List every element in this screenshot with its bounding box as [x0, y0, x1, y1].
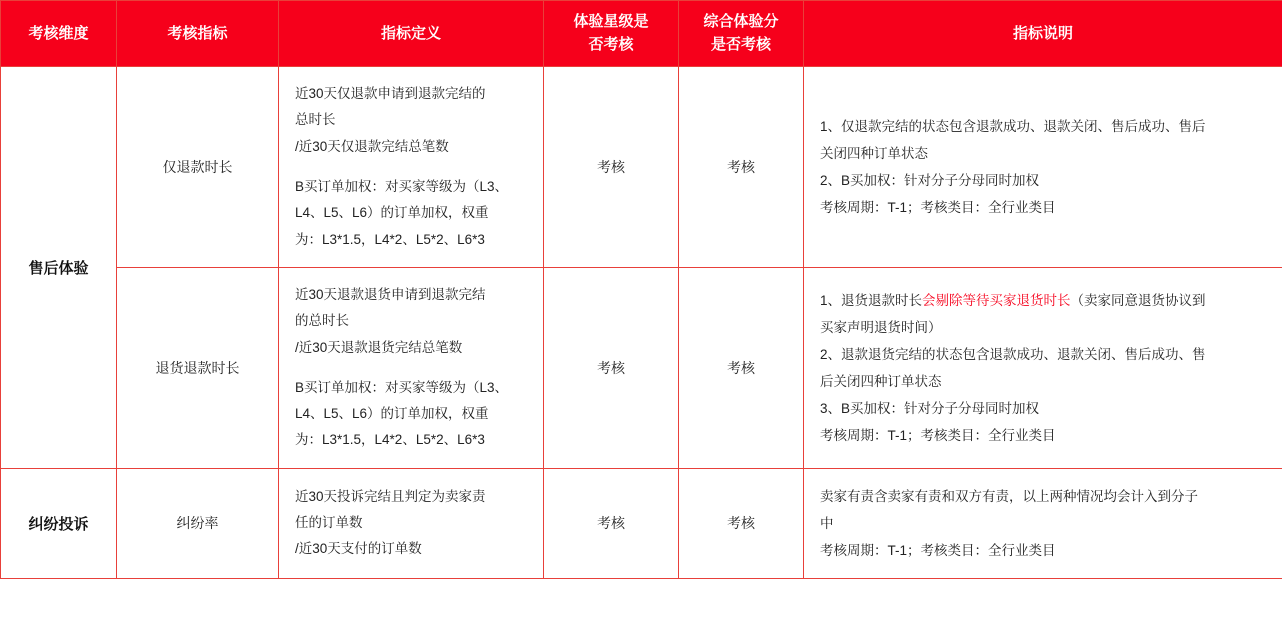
definition-spacer: [295, 160, 529, 174]
dimension-cell-dispute: 纠纷投诉: [1, 468, 117, 578]
description-segment: （卖家同意退货协议到: [1070, 292, 1206, 308]
description-line: 1、仅退款完结的状态包含退款成功、退款关闭、售后成功、售后: [820, 118, 1206, 134]
metric-cell-return-refund-duration: 退货退款时长: [117, 267, 279, 468]
table-body: [1, 67, 1282, 579]
description-line: 2、退款退货完结的状态包含退款成功、退款关闭、售后成功、售: [820, 346, 1206, 362]
definition-cell-return-refund-duration: [279, 267, 544, 468]
definition-line: 的总时长: [295, 313, 349, 329]
header-description: 指标说明: [804, 1, 1282, 67]
definition-line: B买订单加权：对买家等级为（L3、: [295, 178, 509, 194]
description-cell-dispute-rate: [804, 468, 1282, 578]
table-header-row: [1, 1, 1282, 67]
definition-line: 为：L3*1.5，L4*2、L5*2、L6*3: [295, 432, 485, 448]
description-line: [820, 287, 1266, 314]
description-line: 后关闭四种订单状态: [820, 373, 942, 389]
definition-line: L4、L5、L6）的订单加权，权重: [295, 205, 489, 221]
definition-line: /近30天支付的订单数: [295, 541, 422, 557]
description-line: 3、B买加权：针对分子分母同时加权: [820, 400, 1040, 416]
definition-cell-dispute-rate: [279, 468, 544, 578]
table-row: [1, 67, 1282, 268]
description-line: 卖家有责含卖家有责和双方有责，以上两种情况均会计入到分子: [820, 488, 1198, 504]
star-level-cell: 考核: [544, 267, 679, 468]
definition-line: /近30天退款退货完结总笔数: [295, 339, 463, 355]
metric-cell-dispute-rate: 纠纷率: [117, 468, 279, 578]
definition-line: 任的订单数: [295, 515, 363, 531]
header-definition: 指标定义: [279, 1, 544, 67]
description-segment: 1、退货退款时长: [820, 292, 923, 308]
overall-score-cell: 考核: [679, 267, 804, 468]
description-segment-highlight: 会剔除等待买家退货时长: [922, 292, 1071, 308]
description-cell-return-refund-duration: [804, 267, 1282, 468]
definition-line: 近30天投诉完结且判定为卖家责: [295, 488, 486, 504]
star-level-cell: 考核: [544, 468, 679, 578]
overall-score-cell: 考核: [679, 468, 804, 578]
header-star-level: [544, 1, 679, 67]
overall-score-cell: 考核: [679, 67, 804, 268]
header-overall-score-line1: 综合体验分: [703, 13, 779, 30]
definition-line: L4、L5、L6）的订单加权，权重: [295, 406, 489, 422]
header-metric: 考核指标: [117, 1, 279, 67]
dimension-cell-aftersales: 售后体验: [1, 67, 117, 469]
definition-line: 总时长: [295, 112, 336, 128]
table-header: [1, 1, 1282, 67]
definition-cell-refund-only-duration: [279, 67, 544, 268]
description-line: 考核周期：T-1；考核类目：全行业类目: [820, 427, 1056, 443]
description-cell-refund-only-duration: [804, 67, 1282, 268]
header-dimension: 考核维度: [1, 1, 117, 67]
header-star-level-line1: 体验星级是: [573, 13, 649, 30]
table-row: [1, 468, 1282, 578]
description-line: 2、B买加权：针对分子分母同时加权: [820, 172, 1040, 188]
definition-spacer: [295, 361, 529, 375]
description-line: 考核周期：T-1；考核类目：全行业类目: [820, 199, 1056, 215]
star-level-cell: 考核: [544, 67, 679, 268]
definition-line: B买订单加权：对买家等级为（L3、: [295, 379, 509, 395]
metric-cell-refund-only-duration: 仅退款时长: [117, 67, 279, 268]
header-star-level-line2: 否考核: [588, 35, 634, 53]
header-overall-score-line2: 是否考核: [710, 35, 771, 53]
description-line: 关闭四种订单状态: [820, 145, 928, 161]
table-row: [1, 267, 1282, 468]
header-overall-score: [679, 1, 804, 67]
description-line: 买家声明退货时间）: [820, 319, 942, 335]
definition-line: 近30天仅退款申请到退款完结的: [295, 86, 486, 101]
definition-line: /近30天仅退款完结总笔数: [295, 138, 449, 154]
description-line: 中: [820, 515, 834, 531]
definition-line: 为：L3*1.5，L4*2、L5*2、L6*3: [295, 231, 485, 247]
definition-line: 近30天退款退货申请到退款完结: [295, 286, 486, 302]
description-line: 考核周期：T-1；考核类目：全行业类目: [820, 542, 1056, 558]
